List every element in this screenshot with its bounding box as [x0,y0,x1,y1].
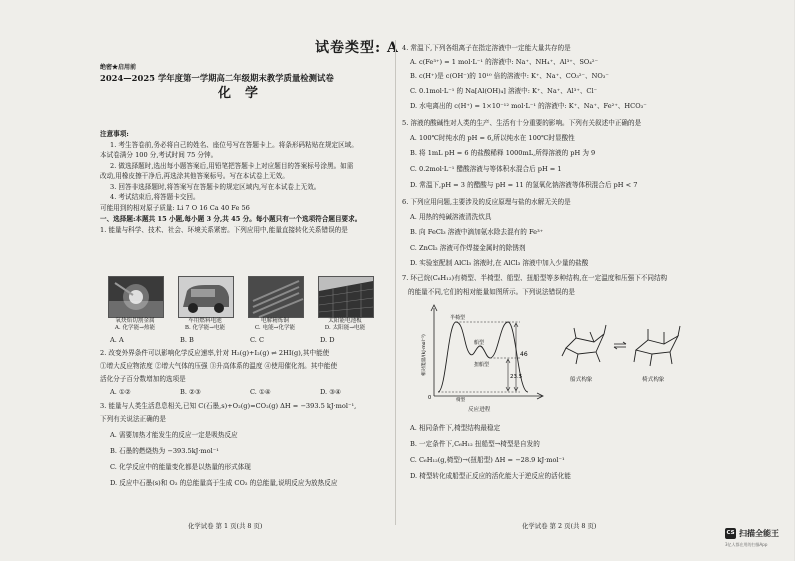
caption-boat: 船式构象 [570,377,593,383]
q5-option-d: D. 常温下,pH = 3 的醋酸与 pH = 11 的氢氧化钠溶液等体积混合后 pH < 7 [410,181,638,189]
fuel-cell-car-graphic [179,277,233,317]
section-heading: 一、选择题:本题共 15 小题,每小题 3 分,共 45 分。每小题只有一个选项符合题目要求。 [100,215,362,223]
caption-conversion: B. 化学能→电能 [184,325,226,331]
watermark-title: 扫描全能王 [739,529,779,538]
question-3-stem: 3. 能量与人类生活息息相关,已知 C(石墨,s)+O₂(g)=CO₂(g) ΔH = −393.5 kJ·mol⁻¹, [100,402,357,410]
label-boat: 船型 [474,340,485,346]
label-46: 46 [520,351,528,358]
equilibrium-arrow-heads [614,342,626,349]
question-5-stem: 5. 溶液的酸碱性对人类的生产、生活有十分重要的影响。下列有关叙述中正确的是 [402,119,642,127]
note-line: 改动,用橡皮擦干净后,再选涂其他答案标号。写在本试卷上无效。 [100,172,289,180]
q1-option-d: D. D [320,336,335,344]
diagram-ylabel: 相对能量/(kJ·mol⁻¹) [422,334,427,376]
question-3-stem-end: 下列有关说法正确的是 [100,415,166,423]
q7-option-d: D. 椅型转化成船型正反应的活化能大于逆反应的活化能 [410,472,571,480]
caption-fuel-cell [170,318,240,332]
question-7-stem: 7. 环己烷(C₆H₁₂)有椅型、半椅型、船型、扭船型等多种结构,在一定温度和压强下不同结构 [402,274,668,282]
note-line: 本试卷满分 100 分,考试时间 75 分钟。 [100,151,218,159]
question-2-stem: 2. 改变外界条件可以影响化学反应速率,针对 H₂(g)+I₂(g) ⇌ 2HI(g),其中能使 [100,349,330,357]
welding-photo-graphic [109,277,163,317]
label-twist-boat: 扭船型 [474,362,490,368]
q3-option-d: D. 反应中石墨(s)和 O₂ 的总能量高于生成 CO₂ 的总能量,说明反应为放热反应 [110,479,338,487]
caption-solar [310,318,380,332]
exam-title: 2024—2025 学年度第一学期高二年级期末教学质量检测试卷 [100,73,334,83]
page-divider [395,40,396,525]
electrorefining-photo [248,276,304,318]
notes-heading: 注意事项: [100,130,129,138]
q6-option-d: D. 实验室配制 AlCl₃ 溶液时,在 AlCl₃ 溶液中加入少量的盐酸 [410,259,589,267]
note-line: 2. 做选择题时,选出每小题答案后,用铅笔把答题卡上对应题目的答案标号涂黑。如需 [110,162,354,170]
q5-option-c: C. 0.2mol·L⁻¹ 醋酸溶液与等体积水混合后 pH = 1 [410,165,562,173]
solar-panel-photo [318,276,374,318]
q1-option-a: A. A [110,336,124,344]
caption-chair: 椅式构象 [642,377,665,383]
q4-option-b: B. c(H⁺)是 c(OH⁻)的 10¹⁰ 倍的溶液中: K⁺、Na⁺、CO₃²⁻、NO₃⁻ [410,72,609,80]
subject-title: 化学 [218,86,273,101]
q3-option-b: B. 石墨的燃烧热为 −393.5kJ·mol⁻¹ [110,447,219,455]
caption-label: 车用燃料电池 [188,318,222,324]
caption-label: 氧炔焰切割金属 [115,318,155,324]
q2-option-b: B. ②③ [180,388,201,396]
q4-option-d: D. 水电离出的 c(H⁺) = 1×10⁻¹² mol·L⁻¹ 的溶液中: K⁺、Na⁺、Fe²⁺、HCO₃⁻ [410,102,647,110]
left-page-footer: 化学试卷 第 1 页(共 8 页) [188,522,263,530]
q2-option-c: C. ①④ [250,388,271,396]
diagram-origin: 0 [428,395,432,401]
label-23-5: 23.5 [510,374,523,380]
q5-option-b: B. 将 1mL pH = 6 的盐酸稀释 1000mL,所得溶液的 pH 为 9 [410,149,596,157]
boat-conformation [562,325,606,364]
question-7-stem-end: 的能量不同,它们的相对能量如图所示。下列说法错误的是 [408,288,575,296]
question-1-stem: 1. 能量与科学、技术、社会、环境关系紧密。下列应用中,能量直接转化关系错误的是 [100,226,348,234]
left-page [100,0,399,535]
atomic-masses: 可能用到的相对原子质量: Li 7 O 16 Ca 40 Fe 56 [100,204,250,212]
q4-option-c: C. 0.1mol·L⁻¹ 的 Na[Al(OH)₄] 溶液中: K⁺、Na⁺、Al³⁺、Cl⁻ [410,87,598,95]
q6-option-c: C. ZnCl₂ 溶液可作焊接金属时的除锈剂 [410,244,526,252]
note-line: 3. 回答非选择题时,将答案写在答题卡的规定区域内,写在本试卷上无效。 [110,183,321,191]
note-line: 4. 考试结束后,将答题卡交回。 [110,193,200,201]
caption-label: 太阳能电池板 [328,318,362,324]
q1-option-c: C. C [250,336,265,344]
q3-option-c: C. 化学反应中的能量变化都是以热量的形式体现 [110,463,251,471]
question-6-stem: 6. 下列应用问题,主要涉及的反应原理与盐的水解无关的是 [402,198,571,206]
caption-conversion: C. 电能→化学能 [254,325,296,331]
q3-option-a: A. 需要加热才能发生的反应一定是吸热反应 [110,431,238,439]
caption-conversion: A. 化学能→热能 [114,325,156,331]
question-2-conditions: ①增大反应物浓度 ②增大气体的压强 ③升高体系的温度 ④使用催化剂。其中能使 [100,362,338,370]
caption-welding [100,318,170,332]
q2-option-d: D. ③④ [320,388,342,396]
watermark-subtitle: 3亿人都在用的扫描App [725,542,768,547]
conformation-figures [560,322,700,372]
q6-option-a: A. 用热的纯碱溶液清洗炊具 [410,213,492,221]
label-chair: 椅型 [456,398,466,403]
chair-conformation [634,326,680,366]
question-2-stem-end: 活化分子百分数增加的选项是 [100,375,186,383]
electrorefining-graphic [249,277,303,317]
q5-option-a: A. 100℃时纯水的 pH = 6,所以纯水在 100℃时显酸性 [410,134,575,142]
q7-option-b: B. 一定条件下,C₆H₁₂ 扭船型→椅型是自发的 [410,440,540,448]
solar-panel-graphic [319,277,373,317]
q7-option-a: A. 相同条件下,椅型结构最稳定 [410,424,501,432]
camscanner-logo-icon: CS [725,528,736,539]
secret-label: 绝密★启用前 [100,64,137,71]
paper-type: 试卷类型: A [315,40,399,56]
welding-photo [108,276,164,318]
right-page [402,0,702,535]
energy-curve [438,322,528,392]
note-line: 1. 考生答卷前,务必将自己的姓名、座位号写在答题卡上。将条形码粘贴在规定区域。 [110,141,358,149]
caption-electrorefining [240,318,310,332]
question-4-stem: 4. 常温下,下列各组离子在指定溶液中一定能大量共存的是 [402,44,571,52]
q7-option-c: C. C₆H₁₂(g,椅型)→(扭船型) ΔH = −28.9 kJ·mol⁻¹ [410,456,565,464]
q6-option-b: B. 向 FeCl₃ 溶液中滴加氨水除去混有的 Fe³⁺ [410,228,544,236]
diagram-xlabel: 反应进程 [468,407,491,413]
q2-option-a: A. ①② [110,388,131,396]
caption-label: 电解精炼铜 [261,318,289,324]
energy-diagram [420,302,548,406]
label-half-chair: 半椅型 [450,315,466,321]
fuel-cell-car-photo [178,276,234,318]
q4-option-a: A. c(Fe³⁺) = 1 mol·L⁻¹ 的溶液中: Na⁺、NH₄⁺、Al³⁺、SO₄²⁻ [410,58,599,66]
caption-conversion: D. 太阳能→电能 [324,325,366,331]
right-page-footer: 化学试卷 第 2 页(共 8 页) [522,522,597,530]
q1-option-b: B. B [180,336,194,344]
